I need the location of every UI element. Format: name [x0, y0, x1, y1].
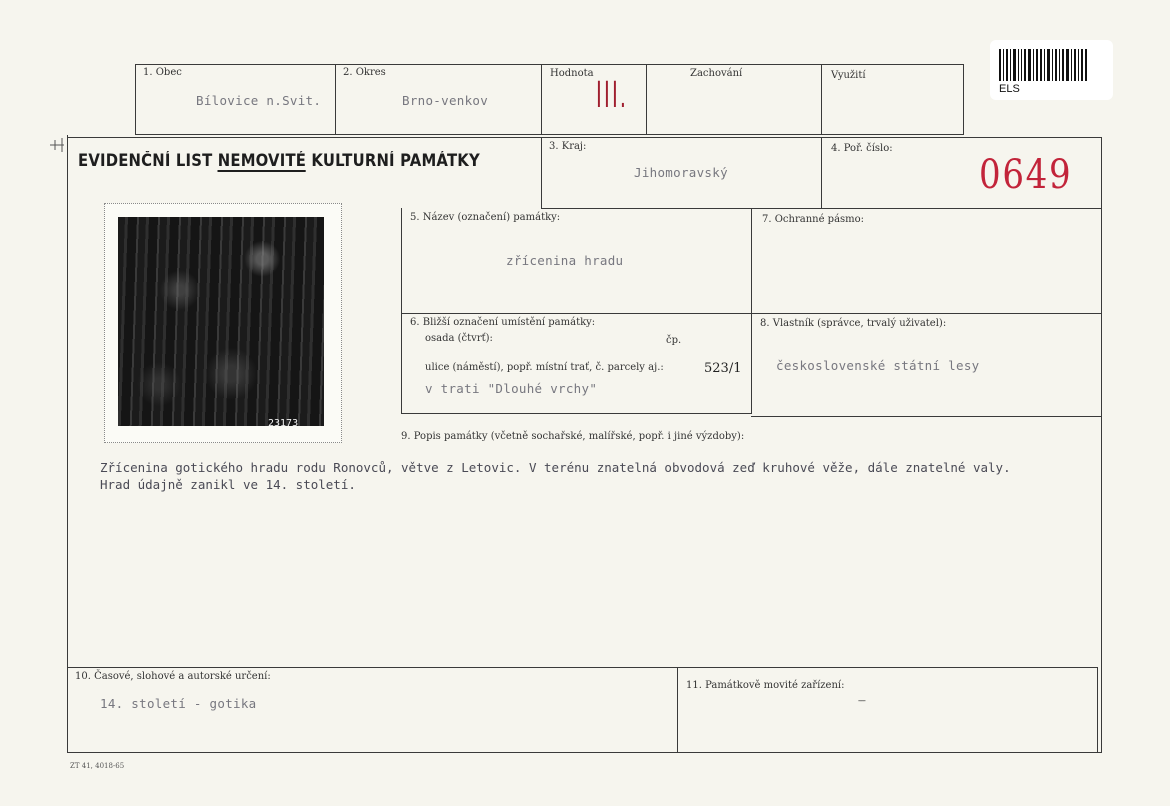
document-title: EVIDENČNÍ LIST NEMOVITÉ KULTURNÍ PAMÁTKY	[78, 151, 480, 170]
vlastnik-bottom-line	[751, 416, 1101, 417]
zarizeni-label: 11. Památkově movité zařízení:	[686, 680, 845, 691]
popis-line-1: Zřícenina gotického hradu rodu Ronovců, větve z Letovic. V terénu znatelná obvodová zeď kruhové věže, dále znatelné valy.	[100, 460, 1011, 475]
zarizeni-value: ----	[858, 696, 865, 705]
parcela-value: 523/1	[704, 361, 742, 376]
popis-line-2: Hrad údajně zanikl ve 14. století.	[100, 477, 356, 492]
okres-value: Brno-venkov	[402, 93, 489, 108]
popis-text	[100, 459, 1011, 493]
barcode-text: ELS	[999, 83, 1020, 95]
nazev-value: zřícenina hradu	[506, 253, 624, 268]
barcode-icon	[999, 49, 1089, 81]
osada-label: osada (čtvrť):	[425, 333, 493, 344]
photo-number: 23173	[268, 418, 299, 429]
popis-label: 9. Popis památky (včetně sochařské, malířské, popř. i jiné výzdoby):	[401, 431, 745, 442]
poradove-cislo-label: 4. Poř. číslo:	[831, 143, 893, 154]
kraj-bottom-line	[541, 208, 1102, 209]
card-top-border	[67, 137, 1102, 138]
pin-icon	[50, 138, 66, 152]
hodnota-label: Hodnota	[550, 68, 594, 79]
bottom-right-border	[1097, 667, 1098, 753]
kraj-value: Jihomoravský	[634, 165, 728, 180]
vlastnik-value: československé státní lesy	[776, 358, 980, 373]
grid-center-divider	[751, 208, 752, 414]
zachovani-label: Zachování	[690, 68, 743, 79]
cp-label: čp.	[666, 335, 682, 346]
grid-left-divider	[401, 208, 402, 414]
trat-value: v trati "Dlouhé vrchy"	[425, 381, 598, 396]
obec-value: Bílovice n.Svit.	[196, 93, 322, 108]
form-code: ZT 41, 4018-65	[70, 762, 125, 770]
grid-middle-line	[401, 313, 1101, 314]
urceni-value: 14. století - gotika	[100, 696, 257, 711]
obec-label: 1. Obec	[143, 67, 182, 78]
vlastnik-label: 8. Vlastník (správce, trvalý uživatel):	[760, 318, 947, 329]
card-left-border	[67, 135, 68, 753]
forest-photo	[118, 217, 324, 426]
vyuziti-label: Využití	[831, 70, 866, 81]
umisteni-label: 6. Bližší označení umístění památky:	[410, 317, 596, 328]
hodnota-value: III.	[596, 74, 629, 116]
card-right-border	[1101, 138, 1102, 753]
poradove-cislo-value: 0649	[979, 152, 1073, 198]
kraj-left-divider	[541, 137, 542, 209]
bottom-center-divider	[677, 667, 678, 753]
kraj-label: 3. Kraj:	[549, 141, 587, 152]
nazev-label: 5. Název (označení) památky:	[410, 212, 561, 223]
pasmo-label: 7. Ochranné pásmo:	[762, 214, 865, 225]
bottom-section-line	[67, 667, 1097, 668]
ulice-label: ulice (náměstí), popř. místní trať, č. parcely aj.:	[425, 362, 664, 373]
kraj-right-divider	[821, 137, 822, 209]
okres-label: 2. Okres	[343, 67, 386, 78]
urceni-label: 10. Časové, slohové a autorské určení:	[75, 671, 271, 682]
card-bottom-border	[67, 752, 1102, 753]
grid-bottom-line	[401, 413, 751, 414]
